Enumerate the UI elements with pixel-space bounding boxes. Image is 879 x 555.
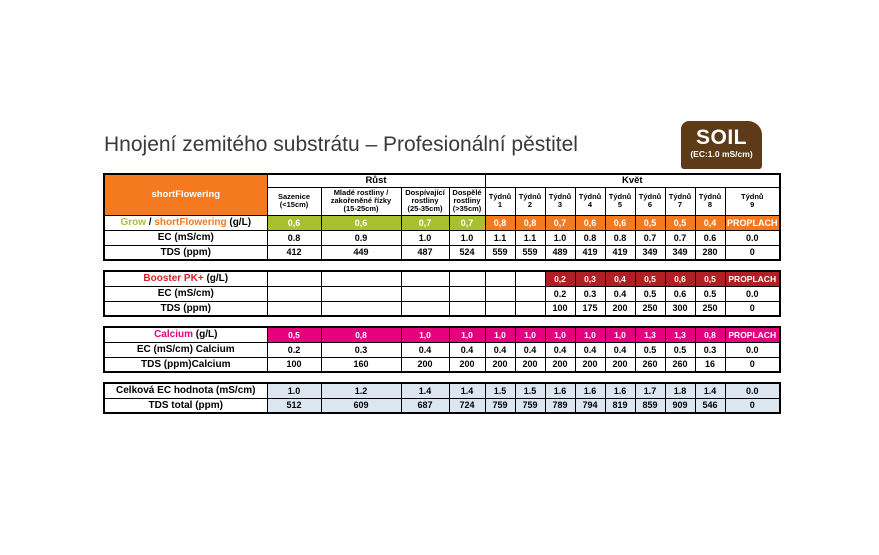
value-cell: 1.6 [605, 383, 635, 398]
page-title: Hnojení zemitého substrátu – Profesionální pěstitel [104, 133, 578, 156]
value-cell: 0.3 [695, 342, 725, 357]
value-cell: 1,0 [545, 327, 575, 342]
product-name-cell: shortFlowering [104, 174, 267, 215]
value-cell: 260 [665, 357, 695, 372]
week-header: Týdnů 9 [725, 187, 780, 215]
value-cell: 1.4 [695, 383, 725, 398]
value-cell: 0.2 [267, 342, 321, 357]
booster-ec-row [104, 286, 780, 301]
value-cell: 250 [695, 301, 725, 316]
value-cell [267, 271, 321, 286]
value-cell: 0,7 [449, 215, 485, 230]
value-cell: 0.3 [321, 342, 401, 357]
value-cell: 0.7 [635, 230, 665, 245]
value-cell: 0.8 [605, 230, 635, 245]
value-cell: 0.5 [635, 342, 665, 357]
grow-ec-label: EC (mS/cm) [104, 230, 267, 245]
value-cell: 0.0 [725, 383, 780, 398]
value-cell: 1,0 [485, 327, 515, 342]
value-cell: 0.5 [665, 342, 695, 357]
value-cell: 0.4 [545, 342, 575, 357]
value-cell: 100 [267, 357, 321, 372]
value-cell: 0,5 [665, 215, 695, 230]
value-cell: 0,5 [635, 271, 665, 286]
total-ec-row [104, 383, 780, 398]
value-cell: 759 [485, 398, 515, 413]
calcium-ec-label: EC (mS/cm) Calcium [104, 342, 267, 357]
value-cell: 546 [695, 398, 725, 413]
value-cell: 1,3 [635, 327, 665, 342]
value-cell: 1.0 [401, 230, 449, 245]
value-cell: 1.8 [665, 383, 695, 398]
value-cell [515, 301, 545, 316]
value-cell: 200 [401, 357, 449, 372]
value-cell: 200 [605, 301, 635, 316]
value-cell [267, 286, 321, 301]
value-cell: 200 [575, 357, 605, 372]
growth-stage-header: Mladé rostliny / zakořeněné řízky (15-25cm) [321, 187, 401, 215]
booster-ec-label: EC (mS/cm) [104, 286, 267, 301]
calcium-dose-row [104, 327, 780, 342]
value-cell: 175 [575, 301, 605, 316]
value-cell: 0,6 [575, 215, 605, 230]
soil-badge-title: SOIL [695, 126, 747, 149]
calcium-ec-row [104, 342, 780, 357]
calcium-section-table [103, 326, 781, 373]
value-cell: 559 [485, 245, 515, 260]
week-header: Týdnů 5 [605, 187, 635, 215]
value-cell [485, 286, 515, 301]
value-cell [485, 301, 515, 316]
value-cell: 0.8 [267, 230, 321, 245]
value-cell: PROPLACH [725, 215, 780, 230]
value-cell: 789 [545, 398, 575, 413]
tables-area [103, 173, 781, 423]
value-cell: 0.4 [575, 342, 605, 357]
value-cell: 759 [515, 398, 545, 413]
growth-stage-header: Sazenice (<15cm) [267, 187, 321, 215]
calcium-tds-row [104, 357, 780, 372]
value-cell: 100 [545, 301, 575, 316]
value-cell: 280 [695, 245, 725, 260]
value-cell: 260 [635, 357, 665, 372]
value-cell: 0,6 [321, 215, 401, 230]
value-cell: 0.4 [605, 286, 635, 301]
value-cell: 609 [321, 398, 401, 413]
value-cell: 0.2 [545, 286, 575, 301]
value-cell: 0,4 [695, 215, 725, 230]
grow-tds-label: TDS (ppm) [104, 245, 267, 260]
value-cell: 0,4 [605, 271, 635, 286]
value-cell: 487 [401, 245, 449, 260]
value-cell: 0,3 [575, 271, 605, 286]
value-cell: 0,2 [545, 271, 575, 286]
value-cell: 1.5 [515, 383, 545, 398]
value-cell: 1,3 [665, 327, 695, 342]
value-cell: 1.4 [449, 383, 485, 398]
value-cell: 1,0 [515, 327, 545, 342]
booster-section-table [103, 270, 781, 317]
value-cell: 0.4 [605, 342, 635, 357]
value-cell: 0,7 [545, 215, 575, 230]
value-cell: 1.0 [449, 230, 485, 245]
value-cell: 794 [575, 398, 605, 413]
value-cell: 412 [267, 245, 321, 260]
value-cell: 0.4 [401, 342, 449, 357]
value-cell: 0 [725, 301, 780, 316]
value-cell: 0.3 [575, 286, 605, 301]
value-cell: 0.0 [725, 342, 780, 357]
week-header: Týdnů 8 [695, 187, 725, 215]
value-cell: 1.7 [635, 383, 665, 398]
calcium-tds-label: TDS (ppm)Calcium [104, 357, 267, 372]
calcium-dose-label: Calcium (g/L) [104, 327, 267, 342]
value-cell: 16 [695, 357, 725, 372]
value-cell: 0,8 [695, 327, 725, 342]
value-cell: 0,8 [515, 215, 545, 230]
soil-badge [681, 121, 762, 169]
value-cell: 0.0 [725, 230, 780, 245]
value-cell: 0,6 [267, 215, 321, 230]
value-cell: 0.7 [665, 230, 695, 245]
booster-dose-row [104, 271, 780, 286]
value-cell: 724 [449, 398, 485, 413]
week-header: Týdnů 7 [665, 187, 695, 215]
total-ec-label: Celková EC hodnota (mS/cm) [104, 383, 267, 398]
value-cell: 1.1 [485, 230, 515, 245]
value-cell: 512 [267, 398, 321, 413]
value-cell: 0.4 [515, 342, 545, 357]
value-cell [515, 271, 545, 286]
grow-tds-row [104, 245, 780, 260]
grow-dose-row [104, 215, 780, 230]
value-cell: 160 [321, 357, 401, 372]
value-cell: 0 [725, 357, 780, 372]
value-cell: 349 [665, 245, 695, 260]
value-cell [515, 286, 545, 301]
growth-stage-header: Dospělé rostliny (>35cm) [449, 187, 485, 215]
value-cell [401, 271, 449, 286]
totals-section-table [103, 382, 781, 414]
value-cell: 200 [515, 357, 545, 372]
value-cell: 200 [605, 357, 635, 372]
value-cell: 1.0 [267, 383, 321, 398]
value-cell [401, 286, 449, 301]
value-cell: 819 [605, 398, 635, 413]
value-cell: 1.4 [401, 383, 449, 398]
value-cell: 200 [545, 357, 575, 372]
value-cell: 349 [635, 245, 665, 260]
grow-ec-row [104, 230, 780, 245]
value-cell: 1,0 [449, 327, 485, 342]
value-cell: 559 [515, 245, 545, 260]
value-cell: 250 [635, 301, 665, 316]
value-cell: 0,8 [321, 327, 401, 342]
week-header: Týdnů 3 [545, 187, 575, 215]
value-cell: 1.2 [321, 383, 401, 398]
week-header: Týdnů 2 [515, 187, 545, 215]
value-cell: 0,6 [665, 271, 695, 286]
week-header: Týdnů 1 [485, 187, 515, 215]
value-cell: 1.6 [575, 383, 605, 398]
value-cell: 1.5 [485, 383, 515, 398]
value-cell: 687 [401, 398, 449, 413]
value-cell: 0,6 [605, 215, 635, 230]
value-cell: 909 [665, 398, 695, 413]
flower-phase-header: Květ [485, 174, 780, 187]
value-cell [449, 271, 485, 286]
value-cell: 524 [449, 245, 485, 260]
booster-dose-label: Booster PK+ (g/L) [104, 271, 267, 286]
total-tds-label: TDS total (ppm) [104, 398, 267, 413]
value-cell: 1.6 [545, 383, 575, 398]
value-cell: 419 [575, 245, 605, 260]
value-cell: 0,8 [485, 215, 515, 230]
value-cell: 0 [725, 398, 780, 413]
value-cell: 0,5 [635, 215, 665, 230]
value-cell: 1,0 [575, 327, 605, 342]
value-cell: 0,5 [695, 271, 725, 286]
value-cell: 0.0 [725, 286, 780, 301]
growth-stage-header: Dospívající rostliny (25-35cm) [401, 187, 449, 215]
value-cell: 0.6 [665, 286, 695, 301]
week-header: Týdnů 4 [575, 187, 605, 215]
value-cell: 0.4 [485, 342, 515, 357]
phase-header-row [104, 174, 780, 187]
growth-phase-header: Růst [267, 174, 485, 187]
value-cell: 0,7 [401, 215, 449, 230]
soil-badge-subtitle: (EC:1.0 mS/cm) [690, 149, 753, 159]
value-cell: 449 [321, 245, 401, 260]
value-cell [401, 301, 449, 316]
value-cell [321, 301, 401, 316]
value-cell: 0.4 [449, 342, 485, 357]
value-cell: 0.9 [321, 230, 401, 245]
value-cell [321, 271, 401, 286]
value-cell [267, 301, 321, 316]
value-cell: 1.0 [545, 230, 575, 245]
grow-section-table [103, 173, 781, 261]
value-cell: 0 [725, 245, 780, 260]
week-header: Týdnů 6 [635, 187, 665, 215]
value-cell [449, 301, 485, 316]
value-cell: 0.5 [635, 286, 665, 301]
value-cell: 0.8 [575, 230, 605, 245]
booster-tds-label: TDS (ppm) [104, 301, 267, 316]
value-cell: 300 [665, 301, 695, 316]
total-tds-row [104, 398, 780, 413]
value-cell: PROPLACH [725, 271, 780, 286]
value-cell: 0.6 [695, 230, 725, 245]
value-cell: 1.1 [515, 230, 545, 245]
value-cell: 0.5 [695, 286, 725, 301]
value-cell: 1,0 [605, 327, 635, 342]
grow-dose-label: Grow / shortFlowering (g/L) [104, 215, 267, 230]
value-cell: PROPLACH [725, 327, 780, 342]
value-cell: 200 [449, 357, 485, 372]
value-cell: 200 [485, 357, 515, 372]
value-cell: 489 [545, 245, 575, 260]
value-cell: 1,0 [401, 327, 449, 342]
value-cell: 0,5 [267, 327, 321, 342]
value-cell [485, 271, 515, 286]
value-cell: 859 [635, 398, 665, 413]
value-cell [321, 286, 401, 301]
value-cell: 419 [605, 245, 635, 260]
value-cell [449, 286, 485, 301]
booster-tds-row [104, 301, 780, 316]
